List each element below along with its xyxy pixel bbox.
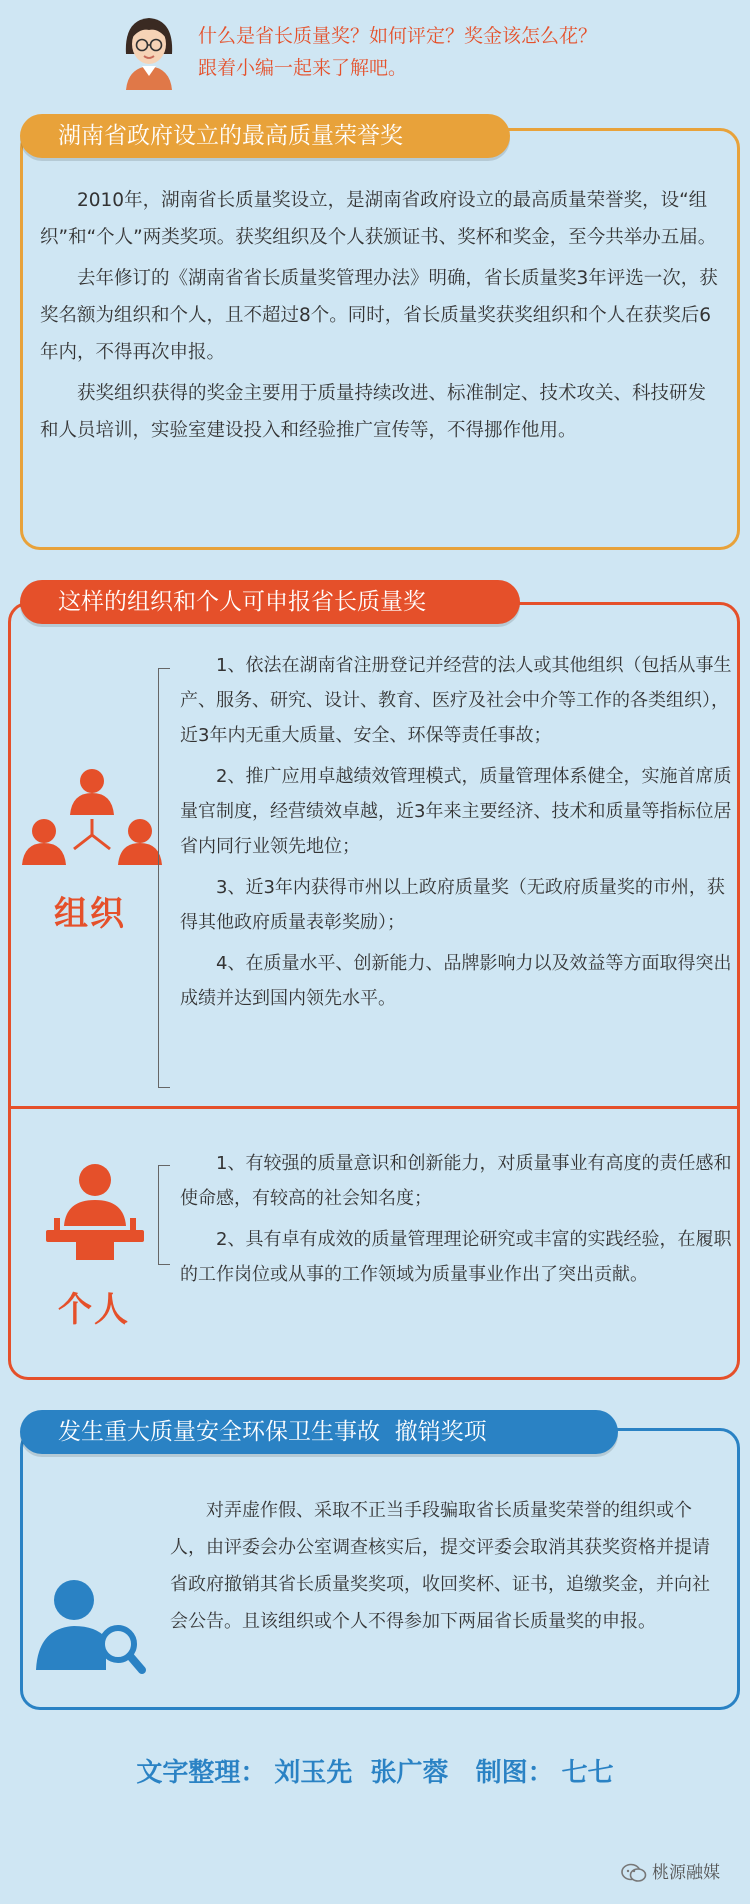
paragraph: 获奖组织获得的奖金主要用于质量持续改进、标准制定、技术攻关、科技研发和人员培训，实验室建设投入和经验推广宣传等，不得挪作他用。 xyxy=(40,383,707,441)
paragraph: 对弄虚作假、采取不正当手段骗取省长质量奖荣誉的组织或个人，由评委会办公室调查核实后，提交评委会取消其获奖资格并提请省政府撤销其省长质量奖奖项，收回奖杯、证书，追缴奖金，并向社会公告。且该组织或个人不得参加下两届省长质量奖的申报。 xyxy=(170,1500,710,1632)
paragraph: 去年修订的《湖南省省长质量奖管理办法》明确，省长质量奖3年评选一次，获奖名额为组织和个人，且不超过8个。同时，省长质量奖获奖组织和个人在获奖后6年内，不得再次申报。 xyxy=(40,268,718,363)
intro-text xyxy=(198,20,738,84)
organization-criterion: 4、在质量水平、创新能力、品牌影响力以及效益等方面取得突出成绩并达到国内领先水平。 xyxy=(180,953,732,1009)
intro-line-1: 什么是省长质量奖？如何评定？奖金该怎么花？ xyxy=(198,25,598,47)
wechat-icon xyxy=(621,1863,647,1883)
section-revocation-title-text: 发生重大质量安全环保卫生事故 撤销奖项 xyxy=(58,1419,487,1445)
person-bracket xyxy=(158,1165,170,1265)
organization-criterion: 3、近3年内获得市州以上政府质量奖（无政府质量奖的市州，获得其他政府质量表彰奖励）； xyxy=(180,877,725,933)
organization-criteria xyxy=(176,648,732,1016)
organization-criterion: 2、推广应用卓越绩效管理模式，质量管理体系健全，实施首席质量官制度，经营绩效卓越，近3年来主要经济、技术和质量等指标位居省内同行业领先地位； xyxy=(180,766,732,857)
credits xyxy=(0,1752,750,1789)
section-award-intro-title-text: 湖南省政府设立的最高质量荣誉奖 xyxy=(58,123,403,149)
credits-text-names: 刘玉先 张广蓉 xyxy=(274,1758,449,1788)
section-divider xyxy=(8,1106,740,1109)
editor-avatar xyxy=(120,14,178,90)
intro-line-2: 跟着小编一起来了解吧。 xyxy=(198,57,408,79)
organization-bracket xyxy=(158,668,170,1088)
section-revocation-title xyxy=(20,1410,618,1454)
organization-icon xyxy=(22,765,162,875)
person-criteria xyxy=(176,1146,732,1292)
credits-image-label: 制图： xyxy=(475,1758,554,1788)
section-award-intro-title xyxy=(20,114,510,158)
person-criterion: 2、具有卓有成效的质量管理理论研究或丰富的实践经验，在履职的工作岗位或从事的工作领域为质量事业作出了突出贡献。 xyxy=(180,1229,732,1285)
person-label: 个人 xyxy=(58,1290,130,1330)
watermark-text: 桃源融媒 xyxy=(652,1863,720,1883)
organization-criterion: 1、依法在湖南省注册登记并经营的法人或其他组织（包括从事生产、服务、研究、设计、教育、医疗及社会中介等工作的各类组织），近3年内无重大质量、安全、环保等责任事故； xyxy=(180,655,732,746)
section-revocation-body xyxy=(166,1492,718,1640)
section-eligibility-title xyxy=(20,580,520,624)
credits-image-name: 七七 xyxy=(561,1758,614,1788)
watermark xyxy=(621,1858,720,1883)
paragraph: 2010年，湖南省长质量奖设立，是湖南省政府设立的最高质量荣誉奖，设“组织”和“个人”两类奖项。获奖组织及个人获颁证书、奖杯和奖金，至今共举办五届。 xyxy=(40,190,717,248)
person-criterion: 1、有较强的质量意识和创新能力，对质量事业有高度的责任感和使命感，有较高的社会知名度； xyxy=(180,1153,732,1209)
person-icon xyxy=(40,1160,150,1260)
credits-text-label: 文字整理： xyxy=(136,1758,267,1788)
section-eligibility-title-text: 这样的组织和个人可申报省长质量奖 xyxy=(58,589,426,615)
section-award-intro-body xyxy=(40,182,720,449)
investigation-icon xyxy=(34,1574,146,1674)
organization-label: 组织 xyxy=(54,894,126,934)
